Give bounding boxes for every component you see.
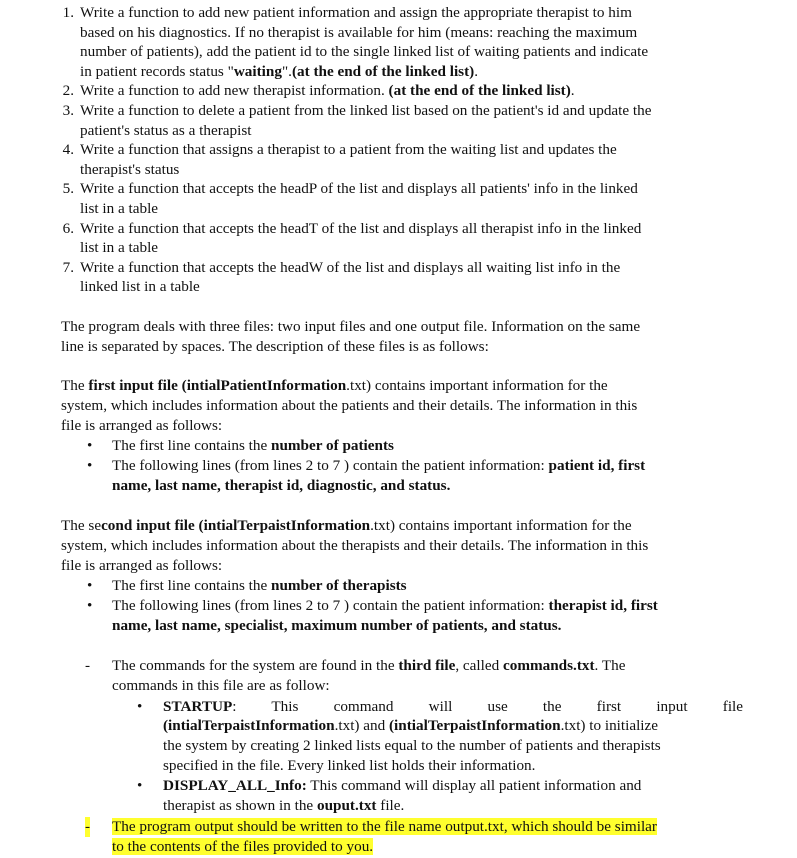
second-input-file-paragraph [61, 516, 731, 575]
bullet-icon: • [137, 776, 143, 794]
item-text-line: patient's status as a therapist [80, 121, 252, 139]
item-text-line: Write a function that assigns a therapist to a patient from the waiting list and updates the [80, 141, 617, 159]
paragraph-line: The first input file (intialPatientInformation.txt) contains important information for the [61, 377, 608, 394]
bullet-text-line: The following lines (from lines 2 to 7 ) contain the patient information: therapist id, first [112, 597, 658, 614]
output-note [84, 817, 744, 857]
item-text-line: Write a function to add new patient information and assign the appropriate therapist to him [80, 4, 632, 21]
command-text-line: therapist as shown in the ouput.txt file. [163, 796, 405, 814]
item-text-line: based on his diagnostics. If no therapist is available for him (means: reaching the maximum [80, 23, 638, 41]
item-number: 6. [62, 219, 74, 237]
numbered-item [48, 140, 783, 179]
item-text-line: in patient records status "waiting".(at the end of the linked list). [80, 62, 478, 80]
highlighted-text-line: to the contents of the files provided to you. [112, 837, 374, 855]
item-number: 2. [62, 82, 74, 100]
numbered-item [48, 179, 783, 218]
command-item [137, 697, 743, 776]
item-number: 4. [62, 141, 74, 159]
dash-bullet-icon: - [85, 818, 91, 835]
item-text-line: Write a function to delete a patient from the linked list based on the patient's id and update the [80, 101, 652, 119]
dash-bullet-icon: - [85, 657, 91, 674]
command-text-line: specified in the file. Every linked list holds their information. [163, 756, 536, 774]
item-text-line: Write a function that accepts the headP of the list and displays all patients' info in the linked [80, 180, 638, 198]
command-text-line: (intialTerpaistInformation.txt) and (intialTerpaistInformation.txt) to initialize [163, 717, 659, 735]
paragraph-line: file is arranged as follows: [61, 416, 223, 434]
bullet-item [87, 576, 737, 596]
paragraph-line: system, which includes information about the therapists and their details. The information in this [61, 536, 649, 554]
paragraph-line: file is arranged as follows: [61, 556, 223, 574]
commands-section [84, 656, 744, 815]
item-text-line: Write a function that accepts the headW of the list and displays all waiting list info in the [80, 258, 621, 276]
bullet-icon: • [87, 597, 93, 614]
bullet-icon: • [87, 437, 93, 454]
dash-item-highlighted [84, 817, 744, 857]
bullet-text-line: name, last name, specialist, maximum number of patients, and status. [112, 617, 562, 634]
command-text-line: the system by creating 2 linked lists equal to the number of patients and therapists [163, 737, 661, 755]
item-number: 1. [62, 4, 74, 21]
bullet-item [87, 596, 737, 636]
bullet-item [87, 456, 737, 496]
dash-item [84, 656, 744, 696]
intro-paragraph [61, 317, 731, 357]
first-file-bullet-list [87, 436, 737, 496]
item-text-line: list in a table [80, 239, 159, 257]
dash-text-line: The commands for the system are found in the third file, called commands.txt. The [112, 657, 626, 674]
numbered-requirements-list [48, 3, 783, 297]
bullet-text-line: The following lines (from lines 2 to 7 ) contain the patient information: patient id, first [112, 457, 646, 474]
item-text-line: number of patients), add the patient id to the single linked list of waiting patients and indicate [80, 43, 649, 61]
numbered-item [48, 219, 783, 258]
item-number: 3. [62, 101, 74, 119]
first-input-file-paragraph [61, 376, 731, 435]
numbered-item [48, 258, 783, 297]
item-text-line: list in a table [80, 199, 159, 217]
second-file-bullet-list [87, 576, 737, 636]
bullet-text-line: The first line contains the number of patients [112, 437, 394, 454]
bullet-icon: • [137, 697, 143, 715]
bullet-icon: • [87, 577, 93, 594]
item-number: 5. [62, 180, 74, 198]
paragraph-line: line is separated by spaces. The description of these files is as follows: [61, 337, 489, 355]
item-number: 7. [62, 258, 74, 276]
numbered-item [48, 101, 783, 140]
highlighted-text-line: The program output should be written to the file name output.txt, which should be similar [112, 818, 657, 835]
command-text-line: STARTUP: This command will use the first input file [163, 697, 743, 715]
numbered-item [48, 3, 783, 81]
paragraph-line: The program deals with three files: two input files and one output file. Information on the same [61, 318, 641, 335]
item-text-line: Write a function to add new therapist information. (at the end of the linked list). [80, 82, 575, 100]
paragraph-line: The second input file (intialTerpaistInformation.txt) contains important information for the [61, 517, 632, 534]
item-text-line: Write a function that accepts the headT of the list and displays all therapist info in the linked [80, 219, 642, 237]
item-text-line: therapist's status [80, 160, 180, 178]
numbered-item [48, 81, 783, 101]
dash-text-line: commands in this file are as follow: [112, 676, 330, 694]
bullet-text-line: The first line contains the number of therapists [112, 577, 407, 594]
command-item [137, 776, 743, 816]
command-list [137, 697, 743, 816]
bullet-item [87, 436, 737, 456]
bullet-icon: • [87, 457, 93, 474]
paragraph-line: system, which includes information about the patients and their details. The information in this [61, 396, 638, 414]
command-text-line: DISPLAY_ALL_Info: This command will display all patient information and [163, 776, 642, 794]
item-text-line: linked list in a table [80, 278, 200, 296]
bullet-text-line: name, last name, therapist id, diagnostic, and status. [112, 477, 451, 494]
